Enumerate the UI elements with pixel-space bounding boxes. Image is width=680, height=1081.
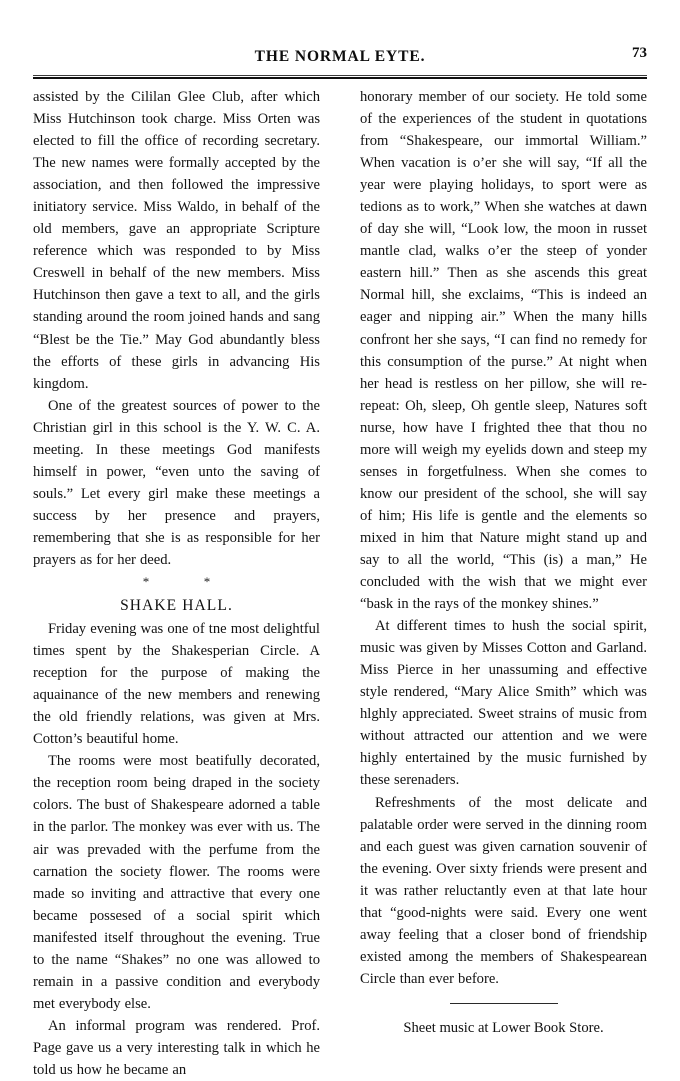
two-column-body	[33, 86, 647, 1078]
publication-title: THE NORMAL EYTE.	[254, 48, 426, 65]
paragraph-honorary-member: honorary member of our society. He told some of the experiences of the student in quotations from “Shakespeare, our immortal William.” When vacation is o’er she will say, “If all the year were playing holidays, to sport were as tedions as to work,” When she watches at dawn of day she will, “Look low, the moon in russet mantle clad, walks o’er the steep of yonder eastern hill.” Then as she ascends this great Normal hill, she exclaims, “This is indeed an eager and nipping air.” When the many hills confront her she says, “I can find no remedy for this consumption of the purse.” At night when her head is restless on her pillow, she will re-repeat: Oh, sleep, Oh gentle sleep, Natures soft nurse, how have I frighted thee that thou no more will weigh my eyelids down and steep my senses in forgetfulness. When she comes to know our president of the school, she will say of him; His life is gentle and the elements so mixed in him that Nature might stand up and say to all the world, “This (is) a man,” He concluded with the wish that we might ever “bask in the rays of the monkey shines.”	[360, 89, 647, 613]
header-rule-thick	[33, 77, 647, 79]
paragraph-friday-evening: Friday evening was one of tne most delightful times spent by the Shakesperian Circle. A reception for the purpose of making the aquainance of the new members and renewing the old friendly relations, was given at Mrs. Cotton’s beautiful home.	[33, 621, 320, 748]
header-divider-rule	[33, 75, 647, 79]
paragraph-rooms-decorated: The rooms were most beatifully decorated, the reception room being draped in the society colors. The bust of Shakespeare adorned a table in the parlor. The monkey was ever with us. The air was prevaded with the perfume from the carnation the society flower. The rooms were made so inviting and attractive that every one became possesed of a social spirit which manifested itself throughout the evening. True to the name “Shakes” no one was allowed to remain in a passive condition and everybody met everybody else.	[33, 753, 320, 1012]
asterisk-separator: * *	[142, 574, 235, 590]
column-right	[360, 86, 647, 1036]
footer-advertisement-note: Sheet music at Lower Book Store.	[403, 1019, 604, 1036]
paragraph-refreshments: Refreshments of the most delicate and palatable order were served in the dinning room and each guest was given carnation souvenir of the evening. Over sixty friends were present and it was rather reluctantly even at that late hour that “good-nights were said. Every one went away feeling that a closer bond of friendship existed among the members of Shakespearean Circle than ever before.	[360, 794, 647, 987]
page-number: 73	[632, 45, 647, 61]
paragraph-ywca-continued: assisted by the Cililan Glee Club, after which Miss Hutchinson took charge. Miss Orten was elected to fill the office of recording secretary. The new names were formally accepted by the association, and then followed the impressive initiatory service. Miss Waldo, in behalf of the old members, gave an appropriate Scripture reference which was responded to by Miss Creswell in behalf of the new members. Miss Hutchinson then gave a text to all, and the girls standing around the room joined hands and sang “Blest be the Tie.” May God abundantly bless the efforts of these girls in advancing His kingdom.	[33, 89, 320, 392]
column-left	[33, 86, 320, 1078]
header-rule-thin	[33, 75, 647, 76]
running-head	[33, 45, 647, 74]
paragraph-music: At different times to hush the social spirit, music was given by Misses Cotton and Garland. Miss Pierce in her unassuming and effective style rendered, “Mary Alice Smith” which was hlghly appreciated. Sweet strains of music from without attracted our attention and we were highly entertained by the music furnished by these serenaders.	[360, 618, 647, 789]
paragraph-informal-program: An informal program was rendered. Prof. Page gave us a very interesting talk in which he told us how he became an	[33, 1017, 320, 1078]
paragraph-sources-of-power: One of the greatest sources of power to the Christian girl in this school is the Y. W. C. A. meeting. In these meetings God manifests himself in power, “even unto the saving of souls.” Let every girl make these meetings a success by her presence and prayers, remembering that she is as responsible for her prayers as for her deed.	[33, 397, 320, 568]
section-heading-shake-hall: SHAKE HALL.	[120, 597, 233, 615]
footer-divider-rule	[450, 1003, 558, 1004]
